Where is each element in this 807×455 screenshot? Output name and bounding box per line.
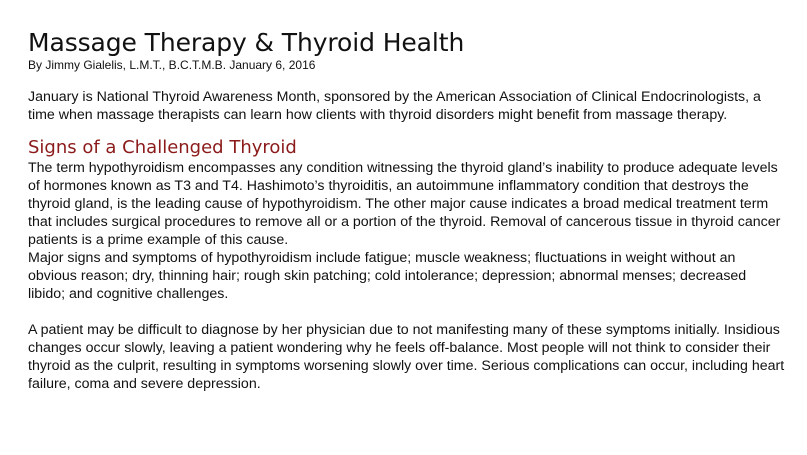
body-paragraph-symptoms: Major signs and symptoms of hypothyroidism include fatigue; muscle weakness; fluctuations in weight without an obvious reason; dry, thinning hair; rough skin patching; cold intolerance; depression; abnormal menses; decreased libido; and cognitive challenges. [28, 250, 747, 302]
article-title: Massage Therapy & Thyroid Health [28, 28, 465, 57]
intro-paragraph: January is National Thyroid Awareness Month, sponsored by the American Association of Clinical Endocrinologists, a time when massage therapists can learn how clients with thyroid disorders might benefit from massage therapy. [28, 89, 761, 123]
body-paragraph-diagnosis: A patient may be difficult to diagnose by her physician due to not manifesting many of these symptoms initially. Insidious changes occur slowly, leaving a patient wondering why he feels off-balance. Most people will not think to consider their thyroid as the culprit, resulting in symptoms worsening slowly over time. Serious complications can occur, including heart failure, coma and severe depression. [28, 322, 785, 392]
section-heading: Signs of a Challenged Thyroid [28, 137, 297, 158]
article-byline: By Jimmy Gialelis, L.M.T., B.C.T.M.B. January 6, 2016 [28, 58, 316, 72]
body-paragraph-causes: The term hypothyroidism encompasses any condition witnessing the thyroid gland’s inability to produce adequate levels of hormones known as T3 and T4. Hashimoto’s thyroiditis, an autoimmune inflammatory condition that destroys the thyroid gland, is the leading cause of hypothyroidism. The other major cause indicates a broad medical treatment term that includes surgical procedures to remove all or a portion of the thyroid. Removal of cancerous tissue in thyroid cancer patients is a prime example of this cause. [28, 160, 781, 248]
